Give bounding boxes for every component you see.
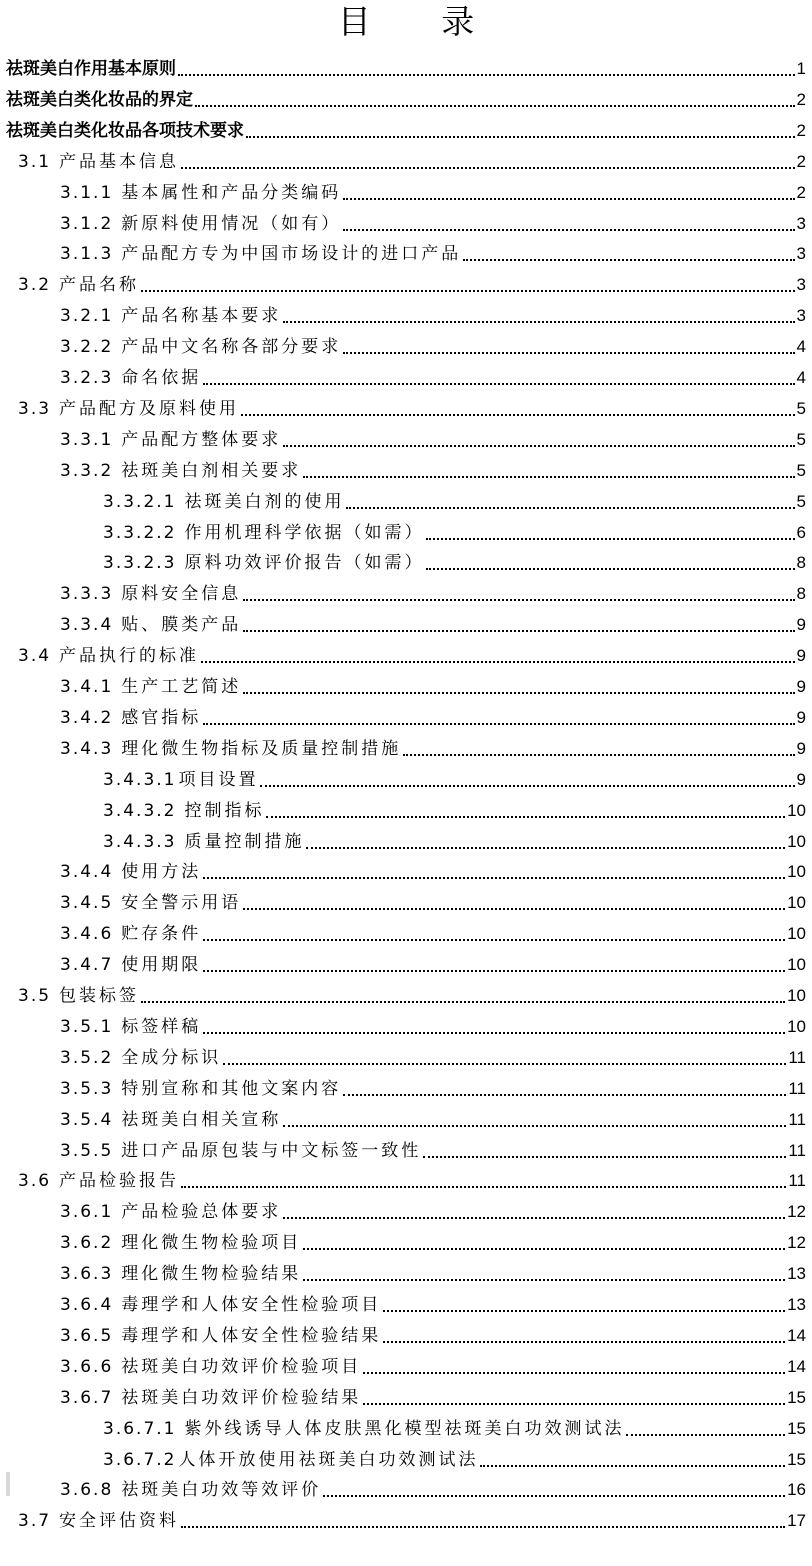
toc-entry-number: 3.4.3.1: [103, 769, 177, 790]
page-title: 目 录: [337, 2, 505, 41]
toc-entry-page: 9: [796, 738, 806, 758]
toc-entry-title: 祛斑美白相关宣称: [121, 1109, 282, 1130]
toc-entry-title: 产品配方整体要求: [121, 429, 282, 450]
toc-entry-number: 3.5: [18, 986, 52, 1006]
toc-entry-page: 2: [796, 151, 806, 171]
toc-entry-title: 感官指标: [121, 707, 202, 728]
toc-entry-page: 8: [796, 553, 806, 573]
toc-entry-page: 11: [788, 1171, 806, 1191]
toc-entry-number: 3.2.3: [60, 368, 114, 388]
toc-entry-title: 质量控制措施: [184, 831, 305, 852]
dot-leader: [283, 1125, 786, 1127]
toc-entry-title: 包装标签: [59, 986, 140, 1006]
toc-entry-number: 3.1: [18, 151, 52, 172]
toc-entry-number: 3.3: [18, 398, 52, 419]
toc-entry-page: 9: [796, 707, 806, 727]
dot-leader: [303, 476, 794, 478]
toc-entry[interactable]: [0, 1197, 806, 1228]
toc-entry-title: 作用机理科学依据（如需）: [184, 522, 425, 543]
toc-entry-page: 5: [796, 398, 806, 418]
toc-entry[interactable]: [0, 456, 806, 487]
toc-entry[interactable]: [0, 857, 806, 888]
toc-entry-page: 1: [796, 59, 806, 78]
toc-entry-page: 9: [796, 677, 806, 696]
toc-entry-page: 4: [796, 368, 806, 387]
toc-entry[interactable]: [0, 394, 806, 425]
dot-leader: [181, 1526, 785, 1528]
toc-entry-title: 祛斑美白类化妆品各项技术要求: [6, 120, 244, 141]
toc-entry-page: 9: [796, 646, 806, 666]
toc-entry-title: 毒理学和人体安全性检验项目: [121, 1295, 382, 1315]
toc-entry-page: 10: [787, 924, 806, 944]
toc-entry-number: 3.6.6: [60, 1356, 114, 1377]
toc-entry-title: 祛斑美白剂相关要求: [121, 460, 302, 481]
toc-entry[interactable]: [0, 1475, 806, 1506]
dot-leader: [363, 1372, 785, 1374]
dot-leader: [223, 1063, 786, 1065]
dot-leader: [283, 321, 794, 323]
toc-entry-number: 3.5.3: [60, 1078, 114, 1099]
toc-entry-title: 理化微生物指标及质量控制措施: [121, 738, 402, 759]
toc-entry-title: 产品检验报告: [59, 1171, 180, 1192]
toc-entry-title: 祛斑美白功效等效评价: [121, 1480, 322, 1501]
toc-entry-number: 3.6.7.2: [103, 1449, 177, 1470]
dot-leader: [178, 74, 795, 76]
toc-entry[interactable]: [0, 703, 806, 734]
dot-leader: [480, 1465, 785, 1467]
toc-entry-title: 产品名称基本要求: [121, 306, 282, 327]
dot-leader: [403, 754, 794, 756]
toc-entry-number: 3.5.1: [60, 1016, 114, 1037]
dot-leader: [383, 1310, 785, 1312]
toc-entry-number: 3.6.7.1: [103, 1418, 177, 1439]
toc-entry-page: 2: [796, 89, 806, 109]
toc-entry[interactable]: [0, 332, 806, 363]
toc-entry-title: 毒理学和人体安全性检验结果: [121, 1325, 382, 1346]
toc-entry-number: 3.4.3.2: [103, 800, 177, 821]
dot-leader: [203, 1032, 785, 1034]
dot-leader: [363, 1403, 785, 1405]
toc-entry-page: 12: [787, 1202, 806, 1222]
dot-leader: [201, 661, 794, 663]
toc-entry[interactable]: [0, 734, 806, 765]
toc-entry-number: 3.3.3: [60, 584, 114, 605]
toc-entry-page: 15: [787, 1418, 806, 1438]
toc-entry[interactable]: [0, 981, 806, 1012]
toc-entry[interactable]: [0, 301, 806, 332]
toc-entry-number: 3.6.4: [60, 1295, 114, 1315]
toc-entry[interactable]: [0, 209, 806, 240]
toc-entry[interactable]: [0, 85, 806, 116]
toc-entry-title: 特别宣称和其他文案内容: [121, 1078, 342, 1099]
toc-entry-title: 原料安全信息: [121, 584, 242, 605]
toc-entry-number: 3.2: [18, 275, 52, 296]
toc-entry-title: 新原料使用情况（如有）: [121, 213, 342, 234]
dot-leader: [260, 785, 794, 787]
toc-entry-title: 原料功效评价报告（如需）: [184, 553, 425, 574]
toc-entry[interactable]: [0, 1383, 806, 1414]
toc-entry[interactable]: [0, 579, 806, 610]
toc-entry-number: 3.4.2: [60, 707, 114, 728]
toc-entry-title: 产品检验总体要求: [121, 1202, 282, 1223]
toc-entry-title: 祛斑美白类化妆品的界定: [6, 89, 193, 110]
toc-entry-number: 3.6.2: [60, 1233, 114, 1254]
toc-entry-title: 使用方法: [121, 862, 202, 883]
toc-entry-page: 10: [787, 893, 806, 913]
toc-entry-number: 3.6.3: [60, 1264, 114, 1285]
toc-entry-page: 10: [787, 800, 806, 820]
toc-entry-page: 11: [788, 1078, 806, 1098]
toc-entry-title: 产品中文名称各部分要求: [121, 337, 342, 358]
toc-entry-page: 2: [796, 120, 806, 140]
toc-entry-title: 产品配方及原料使用: [59, 398, 240, 419]
toc-entry-number: 3.5.5: [60, 1140, 114, 1161]
toc-entry-page: 5: [796, 429, 806, 449]
toc-entry[interactable]: [0, 919, 806, 950]
toc-entry-number: 3.4.3.3: [103, 831, 177, 852]
toc-entry[interactable]: [0, 1506, 806, 1537]
toc-entry-title: 祛斑美白功效评价检验项目: [121, 1356, 362, 1377]
toc-entry-number: 3.3.2.2: [103, 522, 177, 543]
toc-entry-title: 项目设置: [178, 769, 259, 790]
toc-entry-page: 2: [796, 182, 806, 202]
toc-entry-title: 标签样稿: [121, 1016, 202, 1037]
dot-leader: [323, 1495, 785, 1497]
toc-entry-number: 3.3.1: [60, 429, 114, 450]
dot-leader: [303, 1248, 785, 1250]
dot-leader: [203, 877, 785, 879]
toc-entry-title: 产品名称: [59, 275, 140, 296]
dot-leader: [203, 723, 794, 725]
dot-leader: [243, 599, 794, 601]
toc-entry-page: 9: [796, 615, 806, 635]
toc-entry[interactable]: [0, 116, 806, 147]
toc-entry-title: 紫外线诱导人体皮肤黑化模型祛斑美白功效测试法: [184, 1418, 625, 1439]
toc-entry-title: 控制指标: [184, 800, 265, 821]
toc-entry[interactable]: [0, 270, 806, 301]
toc-entry-title: 贴、膜类产品: [121, 615, 242, 636]
toc-entry-number: 3.1.3: [60, 244, 114, 265]
toc-entry-title: 人体开放使用祛斑美白功效测试法: [178, 1449, 479, 1470]
toc-entry-page: 13: [787, 1295, 806, 1314]
toc-entry[interactable]: [0, 1012, 806, 1043]
toc-entry-title: 安全评估资料: [59, 1511, 180, 1532]
toc-entry-number: 3.4.3: [60, 738, 114, 759]
toc-entry-page: 12: [787, 1233, 806, 1253]
toc-entry-page: 15: [787, 1449, 806, 1469]
toc-entry[interactable]: [0, 147, 806, 178]
dot-leader: [283, 1217, 785, 1219]
toc-entry-number: 3.4.4: [60, 862, 114, 883]
toc-entry-page: 13: [787, 1264, 806, 1284]
toc-entry[interactable]: [0, 827, 806, 858]
toc-entry[interactable]: [0, 548, 806, 579]
toc-entry-number: 3.7: [18, 1511, 52, 1532]
toc-entry[interactable]: [0, 1290, 806, 1321]
toc-entry[interactable]: [0, 54, 806, 85]
toc-entry-number: 3.3.2: [60, 460, 114, 481]
toc-entry[interactable]: [0, 178, 806, 209]
toc-entry[interactable]: [0, 1445, 806, 1476]
toc-entry-page: 11: [788, 1047, 806, 1067]
toc-entry[interactable]: [0, 1136, 806, 1167]
dot-leader: [195, 105, 795, 107]
toc-entry-number: 3.4: [18, 646, 52, 667]
toc-entry-title: 产品基本信息: [59, 151, 180, 172]
toc-entry-page: 6: [796, 522, 806, 542]
dot-leader: [241, 414, 794, 416]
toc-entry[interactable]: [0, 487, 806, 518]
toc-entry[interactable]: [0, 888, 806, 919]
toc-entry-page: 14: [787, 1325, 806, 1345]
toc-entry[interactable]: [0, 1414, 806, 1445]
toc-entry-number: 3.3.4: [60, 615, 114, 636]
toc-entry-page: 8: [796, 584, 806, 604]
toc-entry-title: 进口产品原包装与中文标签一致性: [121, 1140, 422, 1161]
dot-leader: [343, 229, 794, 231]
toc-entry-title: 使用期限: [121, 955, 202, 976]
dot-leader: [306, 847, 785, 849]
dot-leader: [423, 1156, 786, 1158]
toc-entry-number: 3.6.1: [60, 1202, 114, 1223]
toc-entry[interactable]: [0, 1074, 806, 1105]
toc-entry-page: 5: [796, 460, 806, 480]
toc-entry[interactable]: [0, 672, 806, 703]
dot-leader: [346, 507, 794, 509]
toc-entry-title: 理化微生物检验结果: [121, 1264, 302, 1285]
dot-leader: [383, 1341, 785, 1343]
toc-entry-page: 10: [787, 955, 806, 975]
toc-entry[interactable]: [0, 1352, 806, 1383]
toc-entry-number: 3.5.2: [60, 1047, 114, 1068]
dot-leader: [343, 1094, 786, 1096]
toc-entry-title: 贮存条件: [121, 924, 202, 945]
toc-entry[interactable]: [0, 641, 806, 672]
dot-leader: [463, 259, 794, 261]
toc-entry[interactable]: [0, 1321, 806, 1352]
toc-entry-number: 3.4.5: [60, 893, 114, 914]
dot-leader: [246, 136, 795, 138]
toc-entry-number: 3.6.5: [60, 1325, 114, 1346]
toc-entry-title: 理化微生物检验项目: [121, 1233, 302, 1254]
toc-entry[interactable]: [0, 363, 806, 394]
toc-entry[interactable]: [0, 610, 806, 641]
toc-entry-page: 10: [787, 862, 806, 882]
dot-leader: [181, 1186, 786, 1188]
toc-entry-page: 16: [787, 1480, 806, 1500]
dot-leader: [343, 352, 794, 354]
toc-entry-number: 3.6.8: [60, 1480, 114, 1501]
toc-entry[interactable]: [0, 765, 806, 796]
toc-entry[interactable]: [0, 425, 806, 456]
toc-entry-title: 生产工艺简述: [121, 677, 242, 697]
toc-entry-title: 命名依据: [121, 368, 202, 388]
toc-entry-number: 3.6.7: [60, 1387, 114, 1408]
toc-entry-page: 3: [796, 306, 806, 326]
toc-entry-page: 3: [796, 244, 806, 264]
toc-entry-page: 10: [787, 831, 806, 851]
toc-entry-title: 产品配方专为中国市场设计的进口产品: [121, 244, 462, 265]
dot-leader: [426, 538, 794, 540]
toc-entry-page: 14: [787, 1356, 806, 1376]
toc-entry-page: 11: [788, 1140, 806, 1160]
toc-entry[interactable]: [0, 239, 806, 270]
toc-entry-number: 3.2.1: [60, 306, 114, 327]
dot-leader: [203, 383, 794, 385]
toc-entry-number: 3.4.1: [60, 677, 114, 697]
toc-entry-title: 祛斑美白剂的使用: [184, 491, 345, 512]
toc-entry-title: 祛斑美白功效评价检验结果: [121, 1387, 362, 1408]
toc-entry-page: 3: [796, 275, 806, 295]
dot-leader: [626, 1434, 785, 1436]
toc-entry-title: 全成分标识: [121, 1047, 222, 1068]
dot-leader: [243, 630, 794, 632]
toc-entry-page: 10: [787, 986, 806, 1005]
toc-entry-number: 3.3.2.1: [103, 491, 177, 512]
dot-leader: [343, 198, 794, 200]
toc-entry-number: 3.2.2: [60, 337, 114, 358]
dot-leader: [303, 1279, 785, 1281]
toc-entry-page: 17: [787, 1511, 806, 1531]
toc-entry-page: 10: [787, 1016, 806, 1036]
toc-entry[interactable]: [0, 796, 806, 827]
toc-entry-page: 11: [788, 1109, 806, 1129]
toc-entry-page: 15: [787, 1387, 806, 1407]
toc-entry-title: 祛斑美白作用基本原则: [6, 59, 176, 79]
toc-entry-title: 产品执行的标准: [59, 646, 200, 667]
toc-entry-title: 安全警示用语: [121, 893, 242, 914]
toc-entry-number: 3.1.2: [60, 213, 114, 234]
toc-entry[interactable]: [0, 518, 806, 549]
toc-entry-page: 5: [796, 491, 806, 511]
toc-entry-page: 9: [796, 769, 806, 789]
dot-leader: [203, 939, 785, 941]
toc-entry-number: 3.1.1: [60, 182, 114, 203]
dot-leader: [141, 290, 794, 292]
dot-leader: [203, 970, 785, 972]
toc-entry-number: 3.5.4: [60, 1109, 114, 1130]
toc-entry-page: 3: [796, 213, 806, 233]
toc-entry[interactable]: [0, 1259, 806, 1290]
toc-entry[interactable]: [0, 1166, 806, 1197]
toc-entry[interactable]: [0, 1228, 806, 1259]
dot-leader: [283, 445, 794, 447]
toc-entry[interactable]: [0, 1105, 806, 1136]
dot-leader: [243, 692, 794, 694]
toc-entry-number: 3.3.2.3: [103, 553, 177, 574]
toc-entry-number: 3.4.7: [60, 955, 114, 976]
dot-leader: [426, 568, 794, 570]
toc-entry[interactable]: [0, 1043, 806, 1074]
dot-leader: [141, 1001, 785, 1003]
toc-entry[interactable]: [0, 950, 806, 981]
toc-entry-title: 基本属性和产品分类编码: [121, 182, 342, 203]
toc-entry-page: 4: [796, 337, 806, 357]
dot-leader: [181, 167, 794, 169]
dot-leader: [266, 816, 785, 818]
toc-entry-number: 3.4.6: [60, 924, 114, 945]
dot-leader: [243, 908, 785, 910]
toc-entry-number: 3.6: [18, 1171, 52, 1192]
